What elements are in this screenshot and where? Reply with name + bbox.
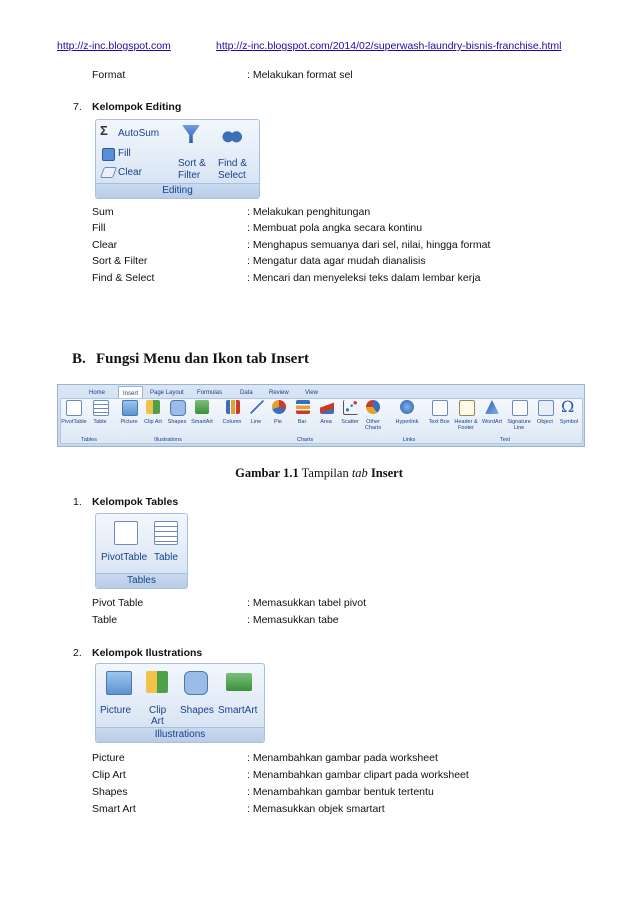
line-chart-icon [250,400,264,414]
row-key: Clear [92,239,118,251]
group-caption: Tables [96,573,187,588]
format-row [92,69,572,83]
list-number: 2. [73,647,82,659]
row-value: : Memasukkan objek smartart [247,803,385,815]
group-caption: Illustrations [96,727,264,742]
textbox-button[interactable]: Text Box [428,419,450,425]
shapes-icon [170,400,186,416]
hyperlink-icon [400,400,414,414]
caption-tail: Insert [370,466,403,480]
picture-icon [122,400,138,416]
list-number: 1. [73,496,82,508]
sort-filter-icon [182,125,200,143]
header-footer-icon [459,400,475,416]
row-value: : Mencari dan menyeleksi teks dalam lembar kerja [247,272,481,284]
sort-filter-label-1[interactable]: Sort & [178,158,206,169]
smartart-button[interactable]: SmartArt [218,705,258,716]
definition-row [92,206,572,220]
row-value: : Memasukkan tabel pivot [247,597,367,609]
tab-formulas[interactable]: Formulas [197,390,223,396]
definition-row [92,769,572,783]
binoculars-icon [222,126,242,144]
row-key: Format [92,69,126,81]
symbol-button[interactable]: Symbol [559,419,579,425]
definition-row [92,597,572,611]
scatter-chart-icon [343,400,358,415]
sigma-icon: Σ [100,123,108,138]
list-number: 7. [73,101,82,113]
definition-row [92,222,572,236]
definition-row [92,803,572,817]
table-icon [154,521,178,545]
table-icon [93,400,109,416]
scatter-button[interactable]: Scatter [341,419,359,425]
tables-ribbon-group [95,513,188,589]
editing-heading: Kelompok Editing [92,101,182,113]
clipart-icon [146,671,168,693]
hyperlink-button[interactable]: Hyperlink [395,419,419,425]
illustrations-ribbon-group [95,663,265,743]
tab-data[interactable]: Data [240,390,253,396]
bar-button[interactable]: Bar [297,419,307,425]
tab-view[interactable]: View [305,390,318,396]
definition-row [92,786,572,800]
clipart-button[interactable]: Clip Art [144,419,162,425]
row-key: Smart Art [92,803,136,815]
picture-button[interactable]: Picture [120,419,138,425]
tab-home[interactable]: Home [89,390,106,396]
header-footer-button[interactable]: Header & Footer [454,419,478,431]
clipart-button[interactable]: Art [151,716,164,727]
pie-chart-icon [272,400,286,414]
other-charts-icon [366,400,380,414]
pie-button[interactable]: Pie [274,419,282,425]
tab-review[interactable]: Review [269,390,289,396]
row-key: Sort & Filter [92,255,148,267]
area-button[interactable]: Area [320,419,332,425]
definition-row [92,255,572,269]
group-caption: Editing [96,183,259,198]
definition-row [92,752,572,766]
smartart-icon [226,673,252,691]
wordart-button[interactable]: WordArt [481,419,503,425]
row-key: Sum [92,206,114,218]
row-value: : Menambahkan gambar bentuk tertentu [247,786,434,798]
pivottable-icon [66,400,82,416]
other-charts-button[interactable]: Other Charts [364,419,382,431]
shapes-button[interactable]: Shapes [167,419,187,425]
row-value: : Menghapus semuanya dari sel, nilai, hingga format [247,239,491,251]
row-value: : Memasukkan tabe [247,614,339,626]
smartart-icon [195,400,209,414]
find-select-label-1[interactable]: Find & [218,158,247,169]
autosum-button[interactable]: AutoSum [118,128,160,139]
picture-icon [106,671,132,695]
header-left-link[interactable]: http://z-inc.blogspot.com [57,40,171,52]
fill-icon [102,148,115,161]
pivottable-button[interactable]: PivotTable [61,419,87,425]
eraser-icon [100,167,117,178]
row-value: : Membuat pola angka secara kontinu [247,222,423,234]
table-button[interactable]: Table [154,552,178,563]
object-icon [538,400,554,416]
caption-number: Gambar 1.1 [235,466,299,480]
row-value: : Menambahkan gambar pada worksheet [247,752,438,764]
group-links-caption: Links [402,437,416,443]
tables-heading: Kelompok Tables [92,496,179,508]
definition-row [92,272,572,286]
signature-line-button[interactable]: Signature Line [507,419,531,431]
smartart-button[interactable]: SmartArt [191,419,213,425]
figure-caption [0,466,638,481]
header-right-link[interactable]: http://z-inc.blogspot.com/2014/02/superwash-laundry-bisnis-franchise.html [216,40,562,52]
picture-button[interactable]: Picture [100,705,132,716]
section-title: Fungsi Menu dan Ikon tab Insert [96,351,309,367]
table-button[interactable]: Table [93,419,107,425]
group-tables-caption: Tables [81,437,97,443]
row-value: : Menambahkan gambar clipart pada worksheet [247,769,469,781]
row-key: Shapes [92,786,128,798]
find-select-button[interactable]: Select [218,170,246,181]
row-value: : Melakukan format sel [247,69,353,81]
bar-chart-icon [296,400,310,414]
clipart-icon [146,400,160,414]
editing-ribbon-group [95,119,260,199]
area-chart-icon [320,400,334,414]
row-value: : Mengatur data agar mudah dianalisis [247,255,426,267]
definition-row [92,614,572,628]
clipart-label-1[interactable]: Clip [149,705,167,716]
symbol-icon: Ω [561,397,575,416]
section-label: B. [72,351,86,367]
insert-ribbon [57,384,585,447]
row-key: Pivot Table [92,597,144,609]
column-chart-icon [226,400,240,414]
row-key: Table [92,614,118,626]
tab-page-layout[interactable]: Page Layout [150,390,184,396]
textbox-icon [432,400,448,416]
shapes-icon [184,671,208,695]
pivottable-icon [114,521,138,545]
caption-text: Tampilan [301,466,349,480]
column-button[interactable]: Column [222,419,242,425]
illustrations-heading: Kelompok Ilustrations [92,647,203,659]
group-illustrations-caption: Illustrations [154,437,182,443]
row-key: Picture [92,752,125,764]
row-key: Fill [92,222,106,234]
caption-italic: tab [351,466,368,480]
line-button[interactable]: Line [250,419,262,425]
sort-filter-button[interactable]: Filter [178,170,201,181]
group-text-caption: Text [499,437,511,443]
fill-button[interactable]: Fill [118,148,131,159]
signature-line-icon [512,400,528,416]
row-key: Find & Select [92,272,155,284]
definition-row [92,239,572,253]
pivottable-button[interactable]: PivotTable [101,552,148,563]
shapes-button[interactable]: Shapes [180,705,214,716]
group-charts-caption: Charts [296,437,314,443]
object-button[interactable]: Object [537,419,553,425]
clear-button[interactable]: Clear [118,167,142,178]
row-value: : Melakukan penghitungan [247,206,371,218]
row-key: Clip Art [92,769,126,781]
tab-insert[interactable]: Insert [118,386,143,401]
